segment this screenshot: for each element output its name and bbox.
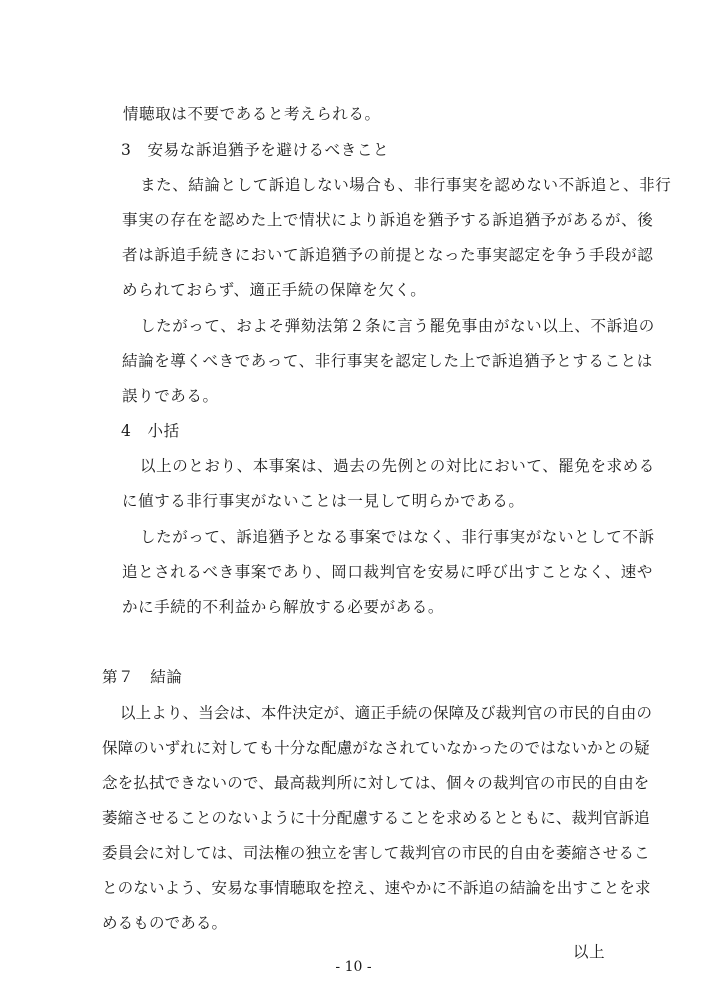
- text-line: 以上のとおり、本事案は、過去の先例との対比において、罷免を求める: [140, 457, 655, 475]
- text-line: 結論を導くべきであって、非行事実を認定した上で訴追猶予とすることは: [122, 352, 653, 370]
- closing-text: 以上: [573, 943, 606, 961]
- text-line: 萎縮させることのないように十分配慮することを求めるとともに、裁判官訴追: [102, 809, 650, 827]
- text-line: 情聴取は不要であると考えられる。: [123, 105, 381, 123]
- text-line: 事実の存在を認めた上で情状により訴追を猶予する訴追猶予があるが、後: [122, 211, 654, 229]
- page-number: - 10 -: [335, 959, 372, 975]
- text-line: 保障のいずれに対しても十分な配慮がなされていなかったのではないかとの疑: [102, 739, 650, 757]
- text-line: 念を払拭できないので、最高裁判所に対しては、個々の裁判官の市民的自由を: [102, 774, 650, 792]
- text-line: したがって、訴追猶予となる事案ではなく、非行事実がないとして不訴: [140, 528, 655, 546]
- text-line: 者は訴追手続きにおいて訴追猶予の前提となった事実認定を争う手段が認: [122, 246, 654, 264]
- text-line: められておらず、適正手続の保障を欠く。: [122, 281, 427, 299]
- text-line: 以上より、当会は、本件決定が、適正手続の保障及び裁判官の市民的自由の: [120, 704, 653, 722]
- text-line: とのないよう、安易な事情聴取を控え、速やかに不訴追の結論を出すことを求: [102, 879, 651, 897]
- text-line: かに手続的不利益から解放する必要がある。: [122, 598, 445, 616]
- text-line: 追とされるべき事案であり、岡口裁判官を安易に呼び出すことなく、速や: [122, 563, 653, 581]
- text-line: また、結論として訴追しない場合も、非行事実を認めない不訴追と、非行: [140, 176, 672, 194]
- text-line: めるものである。: [102, 914, 228, 932]
- text-line: したがって、およそ弾劾法第２条に言う罷免事由がない以上、不訴追の: [140, 317, 655, 335]
- section-heading: 4 小括: [121, 422, 180, 440]
- section-heading: 3 安易な訴追猶予を避けるべきこと: [121, 141, 390, 159]
- text-line: 誤りである。: [122, 387, 219, 405]
- text-line: 委員会に対しては、司法権の独立を害して裁判官の市民的自由を萎縮させるこ: [102, 844, 650, 862]
- text-line: に値する非行事実がないことは一見して明らかである。: [122, 492, 525, 510]
- chapter-heading: 第７ 結論: [102, 668, 183, 686]
